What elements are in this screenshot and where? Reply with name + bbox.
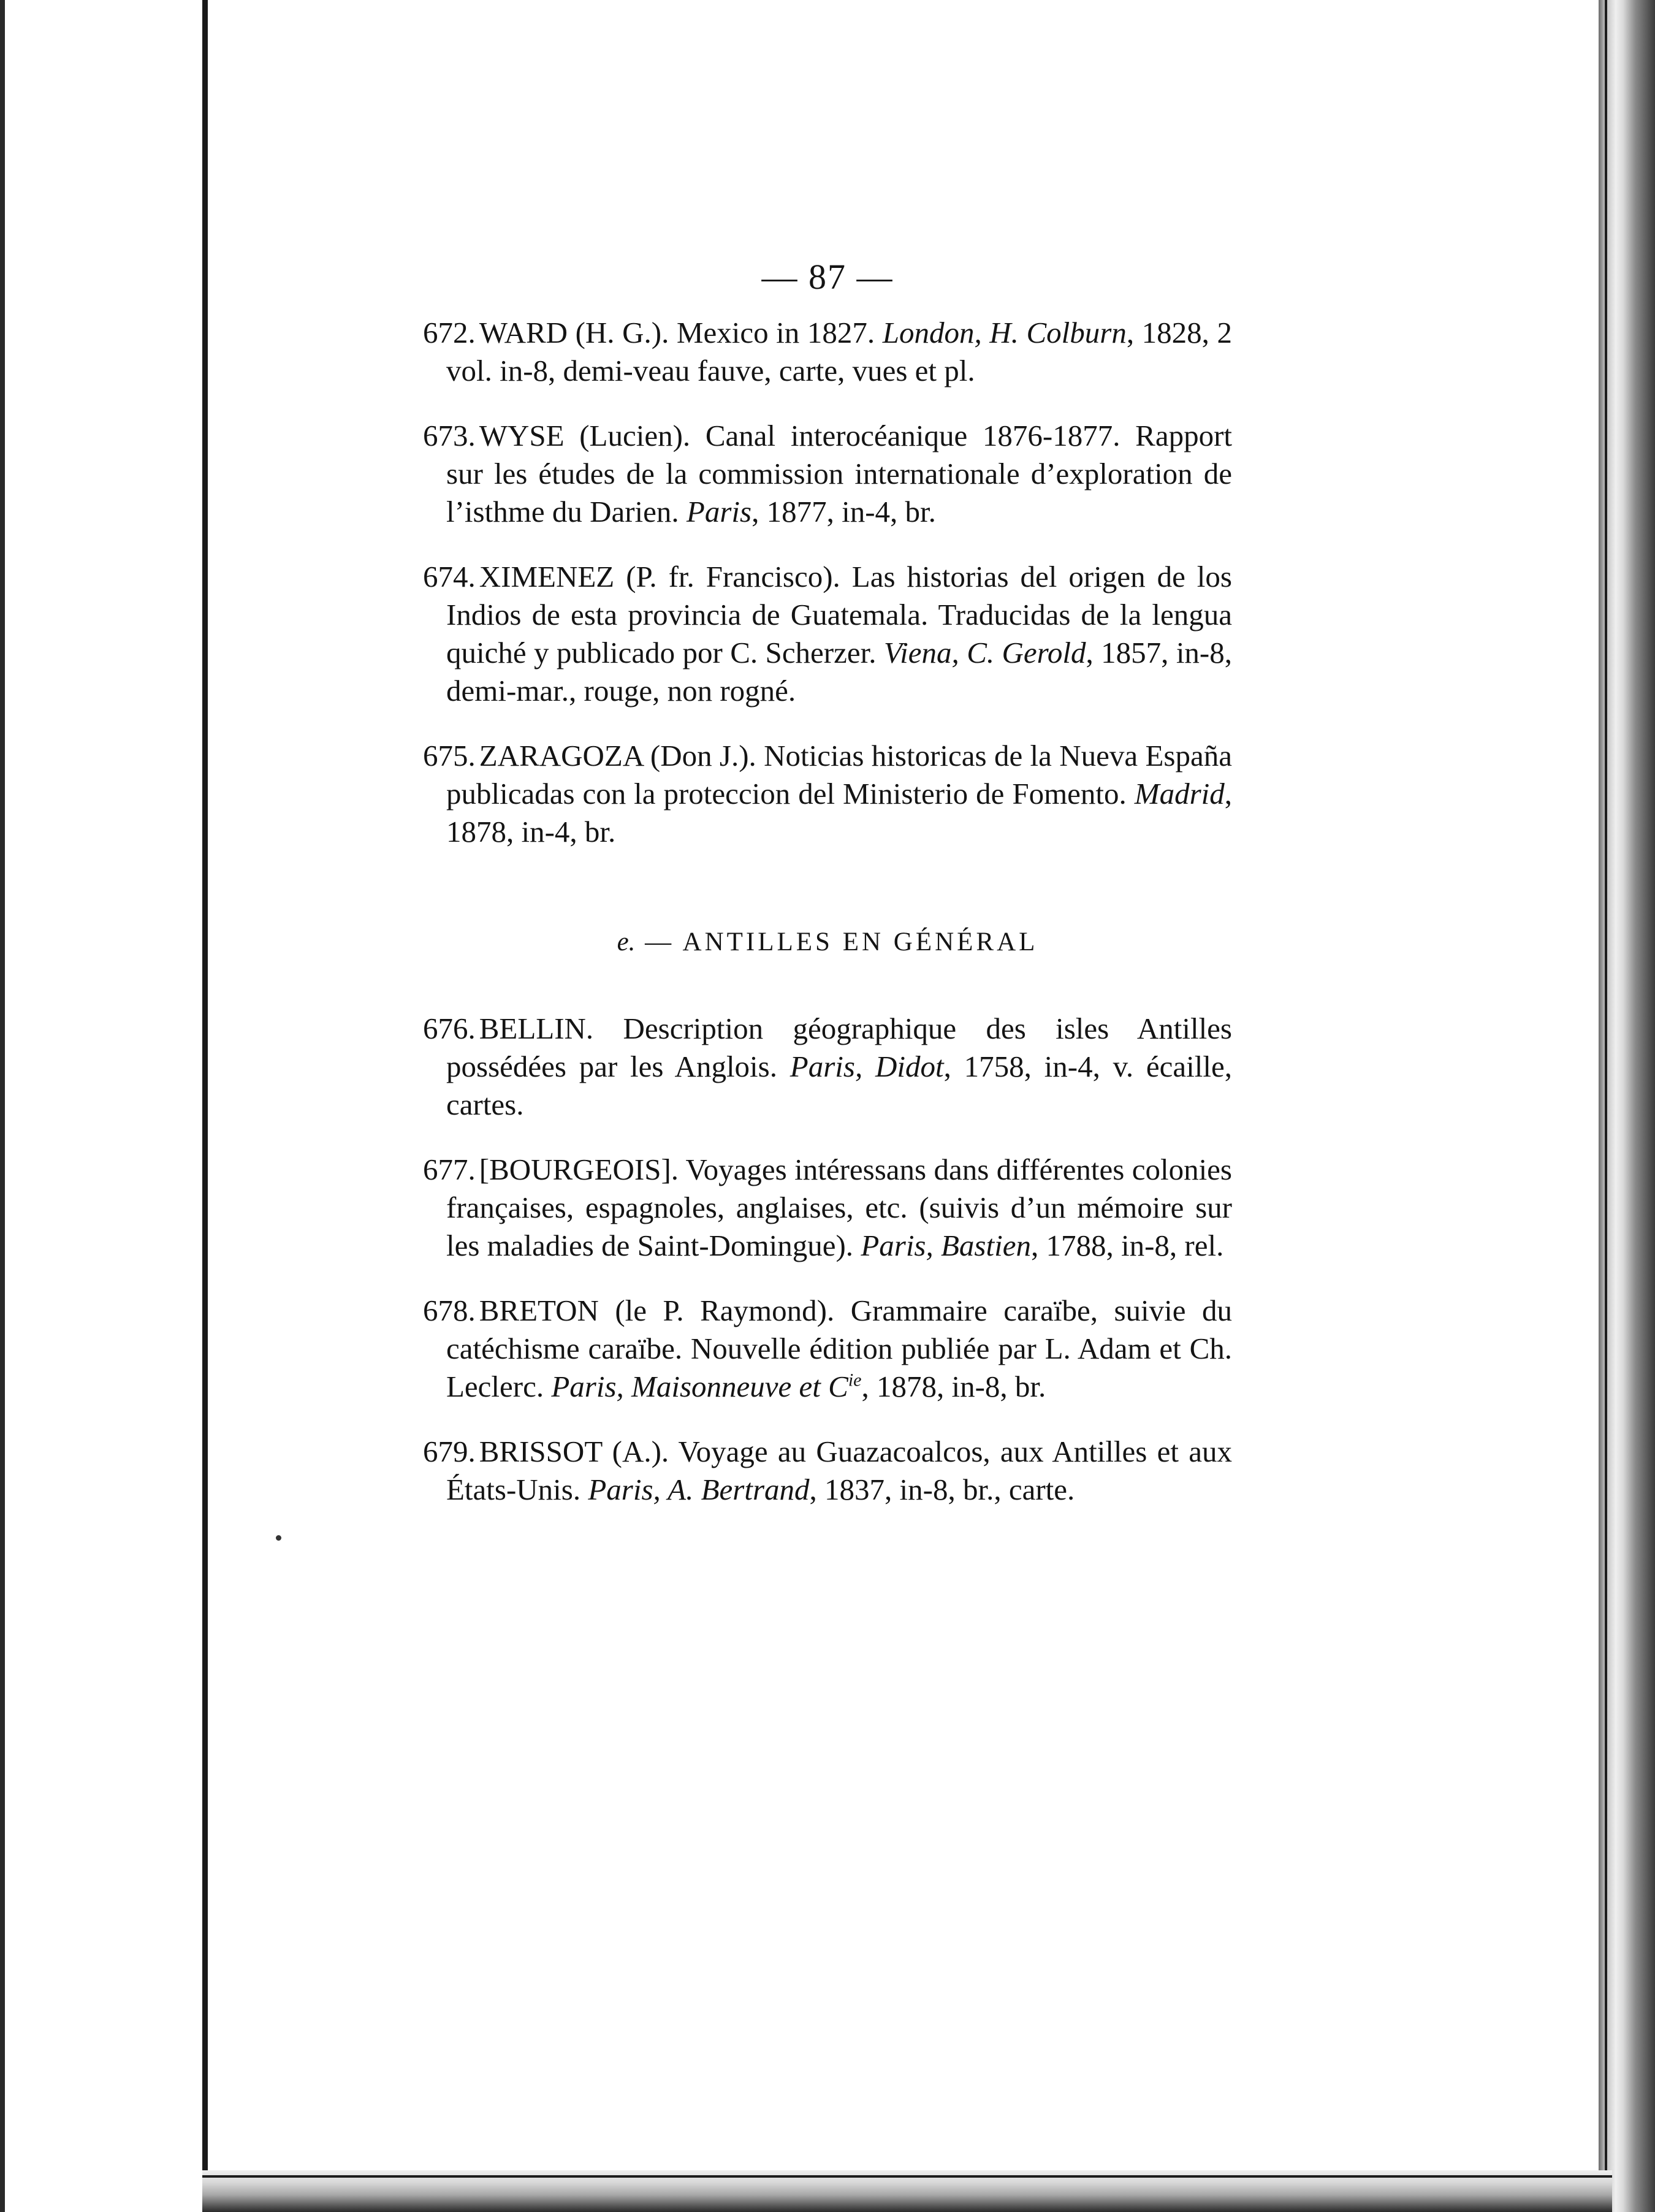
catalogue-entry [423,1433,1232,1509]
entry-number: 677. [423,1153,476,1186]
scan-left-edge [0,0,5,2212]
entry-text: BRISSOT (A.). Voyage au Guazacoalcos, aux Antilles et aux États-Unis. [446,1435,1232,1506]
section-heading [423,927,1232,957]
section-letter: e. [617,928,636,956]
catalogue-entry [423,417,1232,531]
entry-text: , 1758, in-4, v. écaille, cartes. [446,1050,1233,1121]
entry-number: 674. [423,560,476,593]
entries-group-after [423,1010,1232,1509]
entry-imprint: ie [848,1370,862,1390]
entry-text: , 1877, in-4, br. [751,495,936,528]
entry-imprint: Paris [686,495,752,528]
entry-text: BELLIN. Description géographique des isles Antilles possédées par les Anglois. [446,1012,1232,1083]
entry-text: WARD (H. G.). Mexico in 1827. [479,316,883,349]
entry-imprint: Paris, A. Bertrand [588,1473,810,1506]
catalogue-entry [423,1292,1232,1406]
entry-text: WYSE (Lucien). Canal interocéanique 1876-1877. Rapport sur les études de la commission internationale d’exploration de l’isthme du Darien. [446,419,1232,528]
catalogue-entry [423,737,1232,851]
entry-text: BRETON (le P. Raymond). Grammaire caraïbe, suivie du catéchisme caraïbe. Nouvelle édition publiée par L. Adam et Ch. Leclerc. [446,1294,1232,1403]
entry-text: [BOURGEOIS]. Voyages intéressans dans différentes colonies françaises, espagnoles, anglaises, etc. (suivis d’un mémoire sur les maladies de Saint-Domingue). [446,1153,1232,1262]
entry-number: 672. [423,316,476,349]
entry-text: ZARAGOZA (Don J.). Noticias historicas de la Nueva España publicadas con la proteccion del Ministerio de Fomento. [446,739,1232,810]
page-number: — 87 — [761,257,894,297]
entry-imprint: Madrid [1134,777,1225,810]
entry-imprint: Paris, Didot [789,1050,944,1083]
entry-number: 679. [423,1435,476,1468]
section-title: — ANTILLES EN GÉNÉRAL [635,928,1038,956]
page-right-border [1605,0,1607,2212]
catalogue-entries [423,314,1232,1536]
entry-imprint: London, H. Colburn [882,316,1127,349]
margin-speck [276,1535,281,1541]
entry-number: 678. [423,1294,476,1327]
entry-text: XIMENEZ (P. fr. Francisco). Las historias del origen de los Indios de esta provincia de Guatemala. Traducidas de la lengua quiché y publicado por C. Scherzer. [446,560,1232,669]
page-bottom-border [202,2175,1612,2178]
entry-text: , 1828, 2 vol. in-8, demi-veau fauve, carte, vues et pl. [446,316,1232,387]
entry-imprint: Paris, Bastien [861,1229,1031,1262]
entry-number: 676. [423,1012,476,1045]
entry-text: , 1788, in-8, rel. [1030,1229,1224,1262]
page-left-border [202,0,208,2170]
entry-text: , 1878, in-8, br. [861,1370,1046,1403]
entry-text: , 1878, in-4, br. [446,777,1232,849]
catalogue-entry [423,1151,1232,1265]
entry-text: , 1837, in-8, br., carte. [809,1473,1075,1506]
catalogue-entry [423,558,1232,710]
catalogue-entry [423,314,1232,390]
entry-number: 675. [423,739,476,772]
entry-text: , 1857, in-8, demi-mar., rouge, non rogné. [446,636,1233,707]
entry-imprint: Paris, Maisonneuve et C [551,1370,848,1403]
entry-imprint: Viena, C. Gerold [883,636,1086,669]
entry-number: 673. [423,419,476,452]
catalogue-entry [423,1010,1232,1124]
entries-group-before [423,314,1232,851]
